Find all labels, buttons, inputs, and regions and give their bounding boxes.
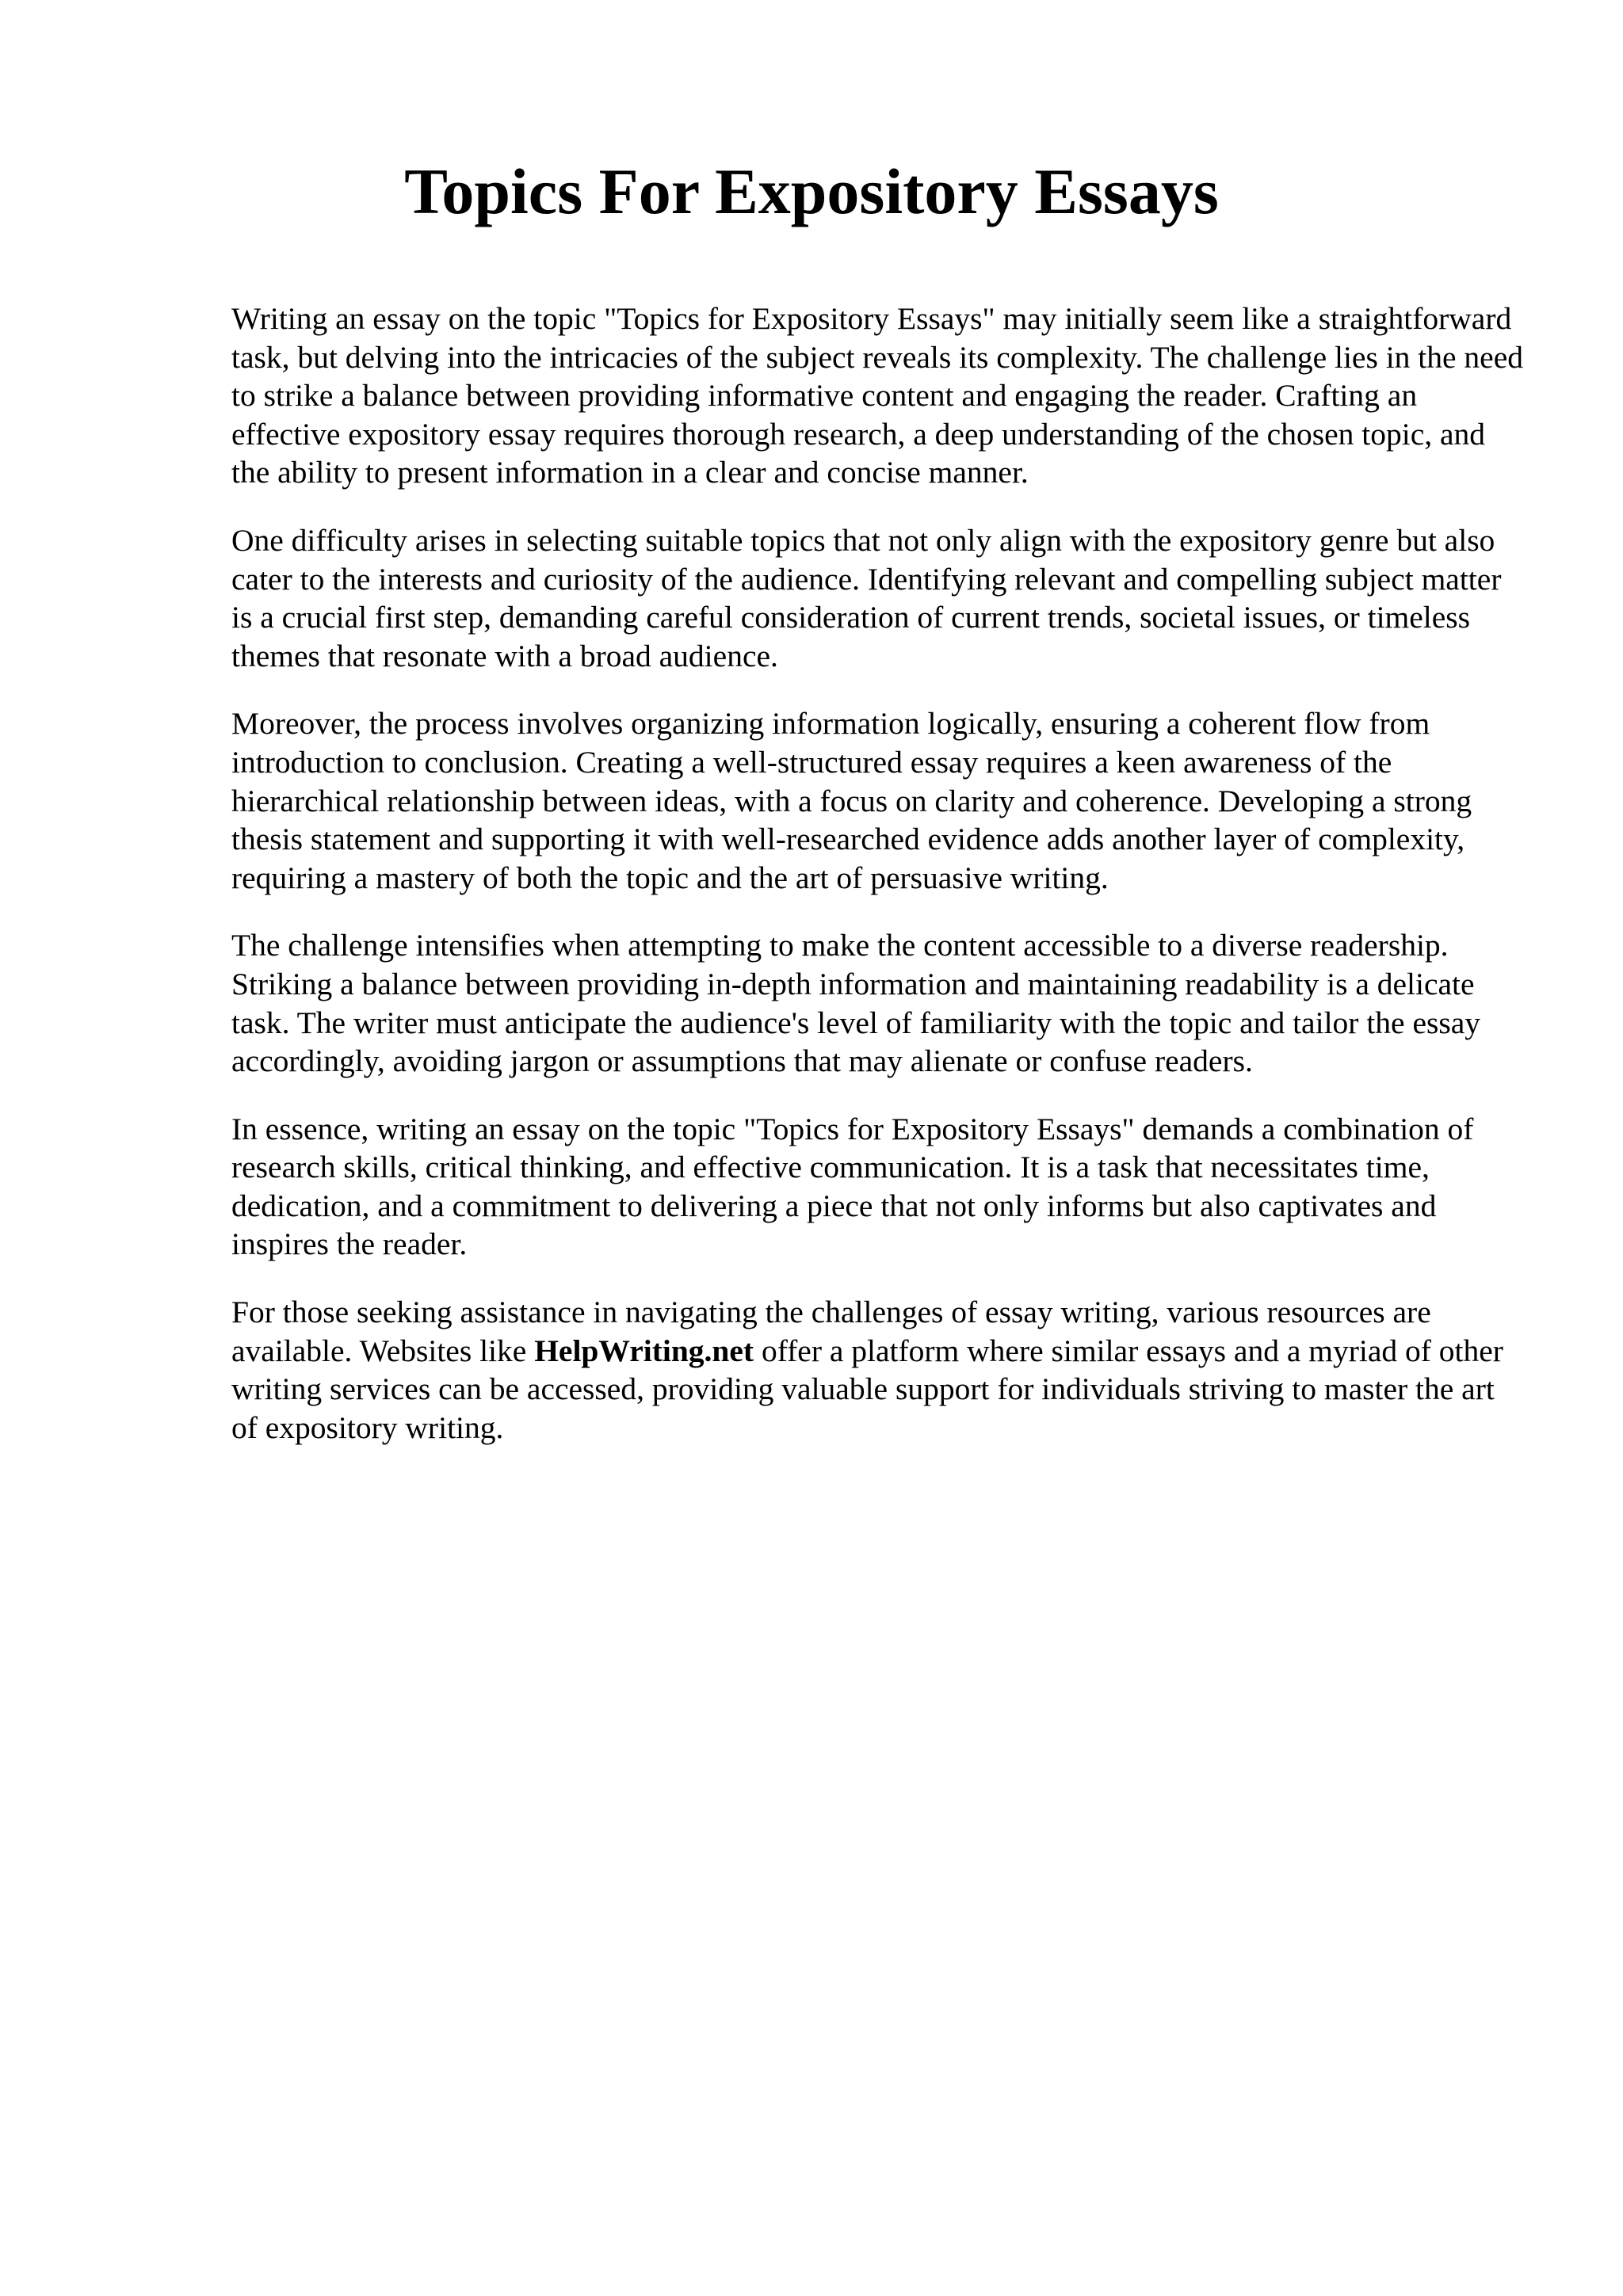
paragraph-2: One difficulty arises in selecting suitable topics that not only align with the expository genre but also cater to the interests and curiosity of the audience. Identifying relevant and compelling subject matter is a crucial first step, demanding careful consideration of current trends, societal issues, or timeless themes that resonate with a broad audience. [231,522,1502,673]
paragraph-6 [231,1293,1525,1447]
paragraph-6-rest: offer a platform where similar essays and a myriad of other writing services can be accessed, providing valuable support for individuals striving to master the art of expository writing. [231,1333,1503,1445]
paragraph-4: The challenge intensifies when attempting to make the content accessible to a diverse readership. Striking a balance between providing in-depth information and maintaining readability is a delicate task. The writer must anticipate the audience's level of familiarity with the topic and tailor the essay accordingly, avoiding jargon or assumptions that may alienate or confuse readers. [231,928,1481,1079]
helpwriting-link[interactable]: HelpWriting.net [534,1333,754,1368]
essay-body [231,299,1525,1476]
paragraph-1: Writing an essay on the topic "Topics for Expository Essays" may initially seem like a straightforward task, but delving into the intricacies of the subject reveals its complexity. The challenge lies in the need to strike a balance between providing informative content and engaging the reader. Crafting an effective expository essay requires thorough research, a deep understanding of the chosen topic, and the ability to present information in a clear and concise manner. [231,301,1523,490]
paragraph-6-intro: For those seeking assistance in navigating the challenges of essay writing, various resources are available. Websites like [231,1295,1431,1368]
paragraph-5: In essence, writing an essay on the topic "Topics for Expository Essays" demands a combination of research skills, critical thinking, and effective communication. It is a task that necessitates time, dedication, and a commitment to delivering a piece that not only informs but also captivates and inspires the reader. [231,1111,1474,1262]
page-title: Topics For Expository Essays [404,155,1219,227]
paragraph-3: Moreover, the process involves organizing information logically, ensuring a coherent flow from introduction to conclusion. Creating a well-structured essay requires a keen awareness of the hierarchical relationship between ideas, with a focus on clarity and coherence. Developing a strong thesis statement and supporting it with well-researched evidence adds another layer of complexity, requiring a mastery of both the topic and the art of persuasive writing. [231,706,1472,895]
